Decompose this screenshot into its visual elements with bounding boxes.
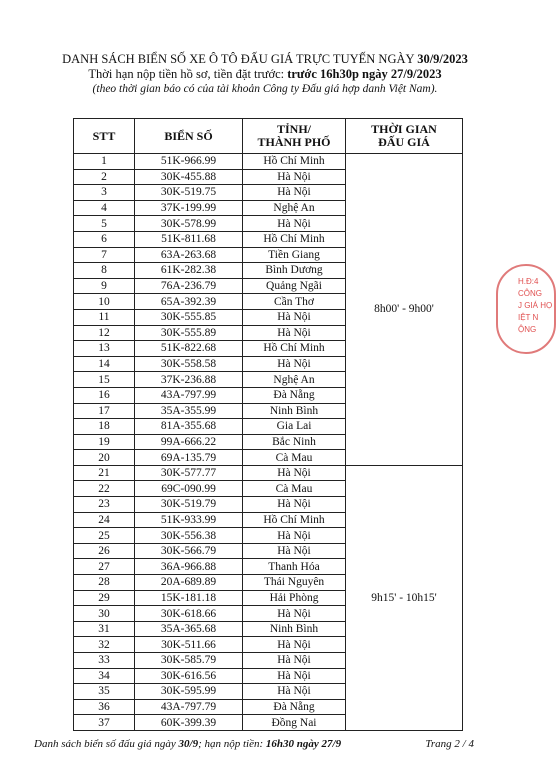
page-footer [34, 738, 474, 754]
province-cell: Thanh Hóa [243, 559, 346, 575]
plate-cell: 51K-811.68 [135, 231, 243, 247]
stt-cell: 2 [74, 169, 135, 185]
plate-cell: 65A-392.39 [135, 294, 243, 310]
stt-cell: 34 [74, 668, 135, 684]
stamp-text: IỆT N [518, 313, 539, 322]
stt-cell: 31 [74, 621, 135, 637]
deadline-value: trước 16h30p ngày 27/9/2023 [287, 67, 442, 81]
plate-cell: 60K-399.39 [135, 715, 243, 731]
plate-cell: 30K-566.79 [135, 543, 243, 559]
plate-cell: 30K-511.66 [135, 637, 243, 653]
deadline-line [0, 67, 530, 82]
province-cell: Hà Nội [243, 653, 346, 669]
stt-cell: 15 [74, 372, 135, 388]
plates-table [73, 118, 463, 731]
province-cell: Tiền Giang [243, 247, 346, 263]
stt-cell: 1 [74, 154, 135, 170]
province-cell: Quảng Ngãi [243, 278, 346, 294]
province-cell: Thái Nguyên [243, 575, 346, 591]
stt-cell: 20 [74, 450, 135, 466]
plate-cell: 30K-595.99 [135, 684, 243, 700]
province-cell: Đà Nẵng [243, 699, 346, 715]
stt-cell: 28 [74, 575, 135, 591]
stt-cell: 7 [74, 247, 135, 263]
footer-deadline: 16h30 ngày 27/9 [265, 738, 342, 750]
document-header [0, 52, 530, 97]
stt-cell: 3 [74, 185, 135, 201]
stt-cell: 19 [74, 434, 135, 450]
province-cell: Hồ Chí Minh [243, 341, 346, 357]
province-cell: Bắc Ninh [243, 434, 346, 450]
page-number: Trang 2 / 4 [425, 738, 474, 750]
footer-date: 30/9 [178, 738, 199, 750]
plate-cell: 61K-282.38 [135, 263, 243, 279]
table-row [74, 465, 463, 481]
header-time-line1: THỜI GIAN [371, 122, 437, 136]
plate-cell: 30K-519.79 [135, 497, 243, 513]
deadline-label: Thời hạn nộp tiền hồ sơ, tiền đặt trước: [88, 67, 288, 81]
plate-cell: 35A-365.68 [135, 621, 243, 637]
header-thoi-gian [346, 119, 463, 154]
stt-cell: 11 [74, 309, 135, 325]
title-text: DANH SÁCH BIỂN SỐ XE Ô TÔ ĐẤU GIÁ TRỰC TUYẾN NGÀY [62, 52, 418, 66]
document-title [0, 52, 530, 67]
plate-cell: 30K-578.99 [135, 216, 243, 232]
stt-cell: 22 [74, 481, 135, 497]
province-cell: Hà Nội [243, 528, 346, 544]
header-bien-so: BIỂN SỐ [135, 119, 243, 154]
plate-cell: 15K-181.18 [135, 590, 243, 606]
province-cell: Hà Nội [243, 668, 346, 684]
stt-cell: 13 [74, 341, 135, 357]
stt-cell: 17 [74, 403, 135, 419]
plate-cell: 30K-618.66 [135, 606, 243, 622]
stt-cell: 9 [74, 278, 135, 294]
plate-cell: 30K-519.75 [135, 185, 243, 201]
province-cell: Bình Dương [243, 263, 346, 279]
plate-cell: 43A-797.79 [135, 699, 243, 715]
stt-cell: 12 [74, 325, 135, 341]
deadline-note: (theo thời gian báo có của tài khoản Công ty Đấu giá hợp danh Việt Nam). [92, 83, 438, 95]
province-cell: Đà Nẵng [243, 387, 346, 403]
stt-cell: 25 [74, 528, 135, 544]
province-cell: Hà Nội [243, 216, 346, 232]
time-slot-cell: 9h15' - 10h15' [346, 465, 463, 730]
footer-prefix: Danh sách biển số đấu giá ngày [34, 738, 179, 750]
province-cell: Gia Lai [243, 419, 346, 435]
province-cell: Hà Nội [243, 356, 346, 372]
province-cell: Hà Nội [243, 309, 346, 325]
footer-middle: ; hạn nộp tiền: [198, 738, 266, 750]
header-tinh-line1: TỈNH/ [276, 122, 311, 136]
province-cell: Hồ Chí Minh [243, 512, 346, 528]
header-tinh [243, 119, 346, 154]
stt-cell: 35 [74, 684, 135, 700]
plate-cell: 30K-555.89 [135, 325, 243, 341]
plate-cell: 63A-263.68 [135, 247, 243, 263]
province-cell: Cà Mau [243, 450, 346, 466]
company-stamp [496, 264, 556, 354]
province-cell: Ninh Bình [243, 403, 346, 419]
plate-cell: 36A-966.88 [135, 559, 243, 575]
province-cell: Hà Nội [243, 465, 346, 481]
stamp-text: H.Đ:4 [518, 277, 539, 286]
plate-cell: 76A-236.79 [135, 278, 243, 294]
province-cell: Hồ Chí Minh [243, 154, 346, 170]
header-stt: STT [74, 119, 135, 154]
plate-cell: 30K-558.58 [135, 356, 243, 372]
plate-cell: 30K-616.56 [135, 668, 243, 684]
province-cell: Hà Nội [243, 169, 346, 185]
stt-cell: 33 [74, 653, 135, 669]
province-cell: Hồ Chí Minh [243, 231, 346, 247]
stt-cell: 26 [74, 543, 135, 559]
plate-cell: 30K-555.85 [135, 309, 243, 325]
province-cell: Hà Nội [243, 325, 346, 341]
plate-cell: 81A-355.68 [135, 419, 243, 435]
stt-cell: 5 [74, 216, 135, 232]
stt-cell: 23 [74, 497, 135, 513]
province-cell: Hải Phòng [243, 590, 346, 606]
province-cell: Cần Thơ [243, 294, 346, 310]
header-time-line2: ĐẤU GIÁ [378, 135, 430, 149]
stamp-text: J GIÁ HỌ [518, 301, 553, 310]
stt-cell: 21 [74, 465, 135, 481]
table-body [74, 154, 463, 731]
plate-cell: 43A-797.99 [135, 387, 243, 403]
province-cell: Hà Nội [243, 543, 346, 559]
stt-cell: 18 [74, 419, 135, 435]
time-slot-cell: 8h00' - 9h00' [346, 154, 463, 466]
province-cell: Cà Mau [243, 481, 346, 497]
stamp-text: CÔNG [518, 289, 542, 298]
plate-cell: 30K-577.77 [135, 465, 243, 481]
stt-cell: 36 [74, 699, 135, 715]
stt-cell: 6 [74, 231, 135, 247]
plate-cell: 99A-666.22 [135, 434, 243, 450]
province-cell: Nghệ An [243, 372, 346, 388]
stt-cell: 16 [74, 387, 135, 403]
header-tinh-line2: THÀNH PHỐ [257, 135, 331, 149]
plate-cell: 20A-689.89 [135, 575, 243, 591]
plate-cell: 51K-966.99 [135, 154, 243, 170]
plate-cell: 30K-455.88 [135, 169, 243, 185]
province-cell: Hà Nội [243, 684, 346, 700]
stt-cell: 4 [74, 200, 135, 216]
province-cell: Hà Nội [243, 185, 346, 201]
stt-cell: 32 [74, 637, 135, 653]
stt-cell: 8 [74, 263, 135, 279]
plate-cell: 37K-199.99 [135, 200, 243, 216]
province-cell: Đồng Nai [243, 715, 346, 731]
province-cell: Hà Nội [243, 497, 346, 513]
stt-cell: 10 [74, 294, 135, 310]
plate-cell: 30K-585.79 [135, 653, 243, 669]
footer-note [34, 738, 341, 750]
plate-cell: 51K-822.68 [135, 341, 243, 357]
table-header-row [74, 119, 463, 154]
plate-cell: 30K-556.38 [135, 528, 243, 544]
stt-cell: 30 [74, 606, 135, 622]
stamp-text: ỘNG [518, 325, 537, 334]
title-date: 30/9/2023 [417, 52, 468, 66]
province-cell: Nghệ An [243, 200, 346, 216]
stt-cell: 14 [74, 356, 135, 372]
stt-cell: 29 [74, 590, 135, 606]
stt-cell: 27 [74, 559, 135, 575]
plate-cell: 69C-090.99 [135, 481, 243, 497]
province-cell: Hà Nội [243, 606, 346, 622]
plate-cell: 69A-135.79 [135, 450, 243, 466]
plate-cell: 35A-355.99 [135, 403, 243, 419]
plate-cell: 37K-236.88 [135, 372, 243, 388]
stt-cell: 24 [74, 512, 135, 528]
plate-cell: 51K-933.99 [135, 512, 243, 528]
province-cell: Ninh Bình [243, 621, 346, 637]
province-cell: Hà Nội [243, 637, 346, 653]
stt-cell: 37 [74, 715, 135, 731]
table-row [74, 154, 463, 170]
